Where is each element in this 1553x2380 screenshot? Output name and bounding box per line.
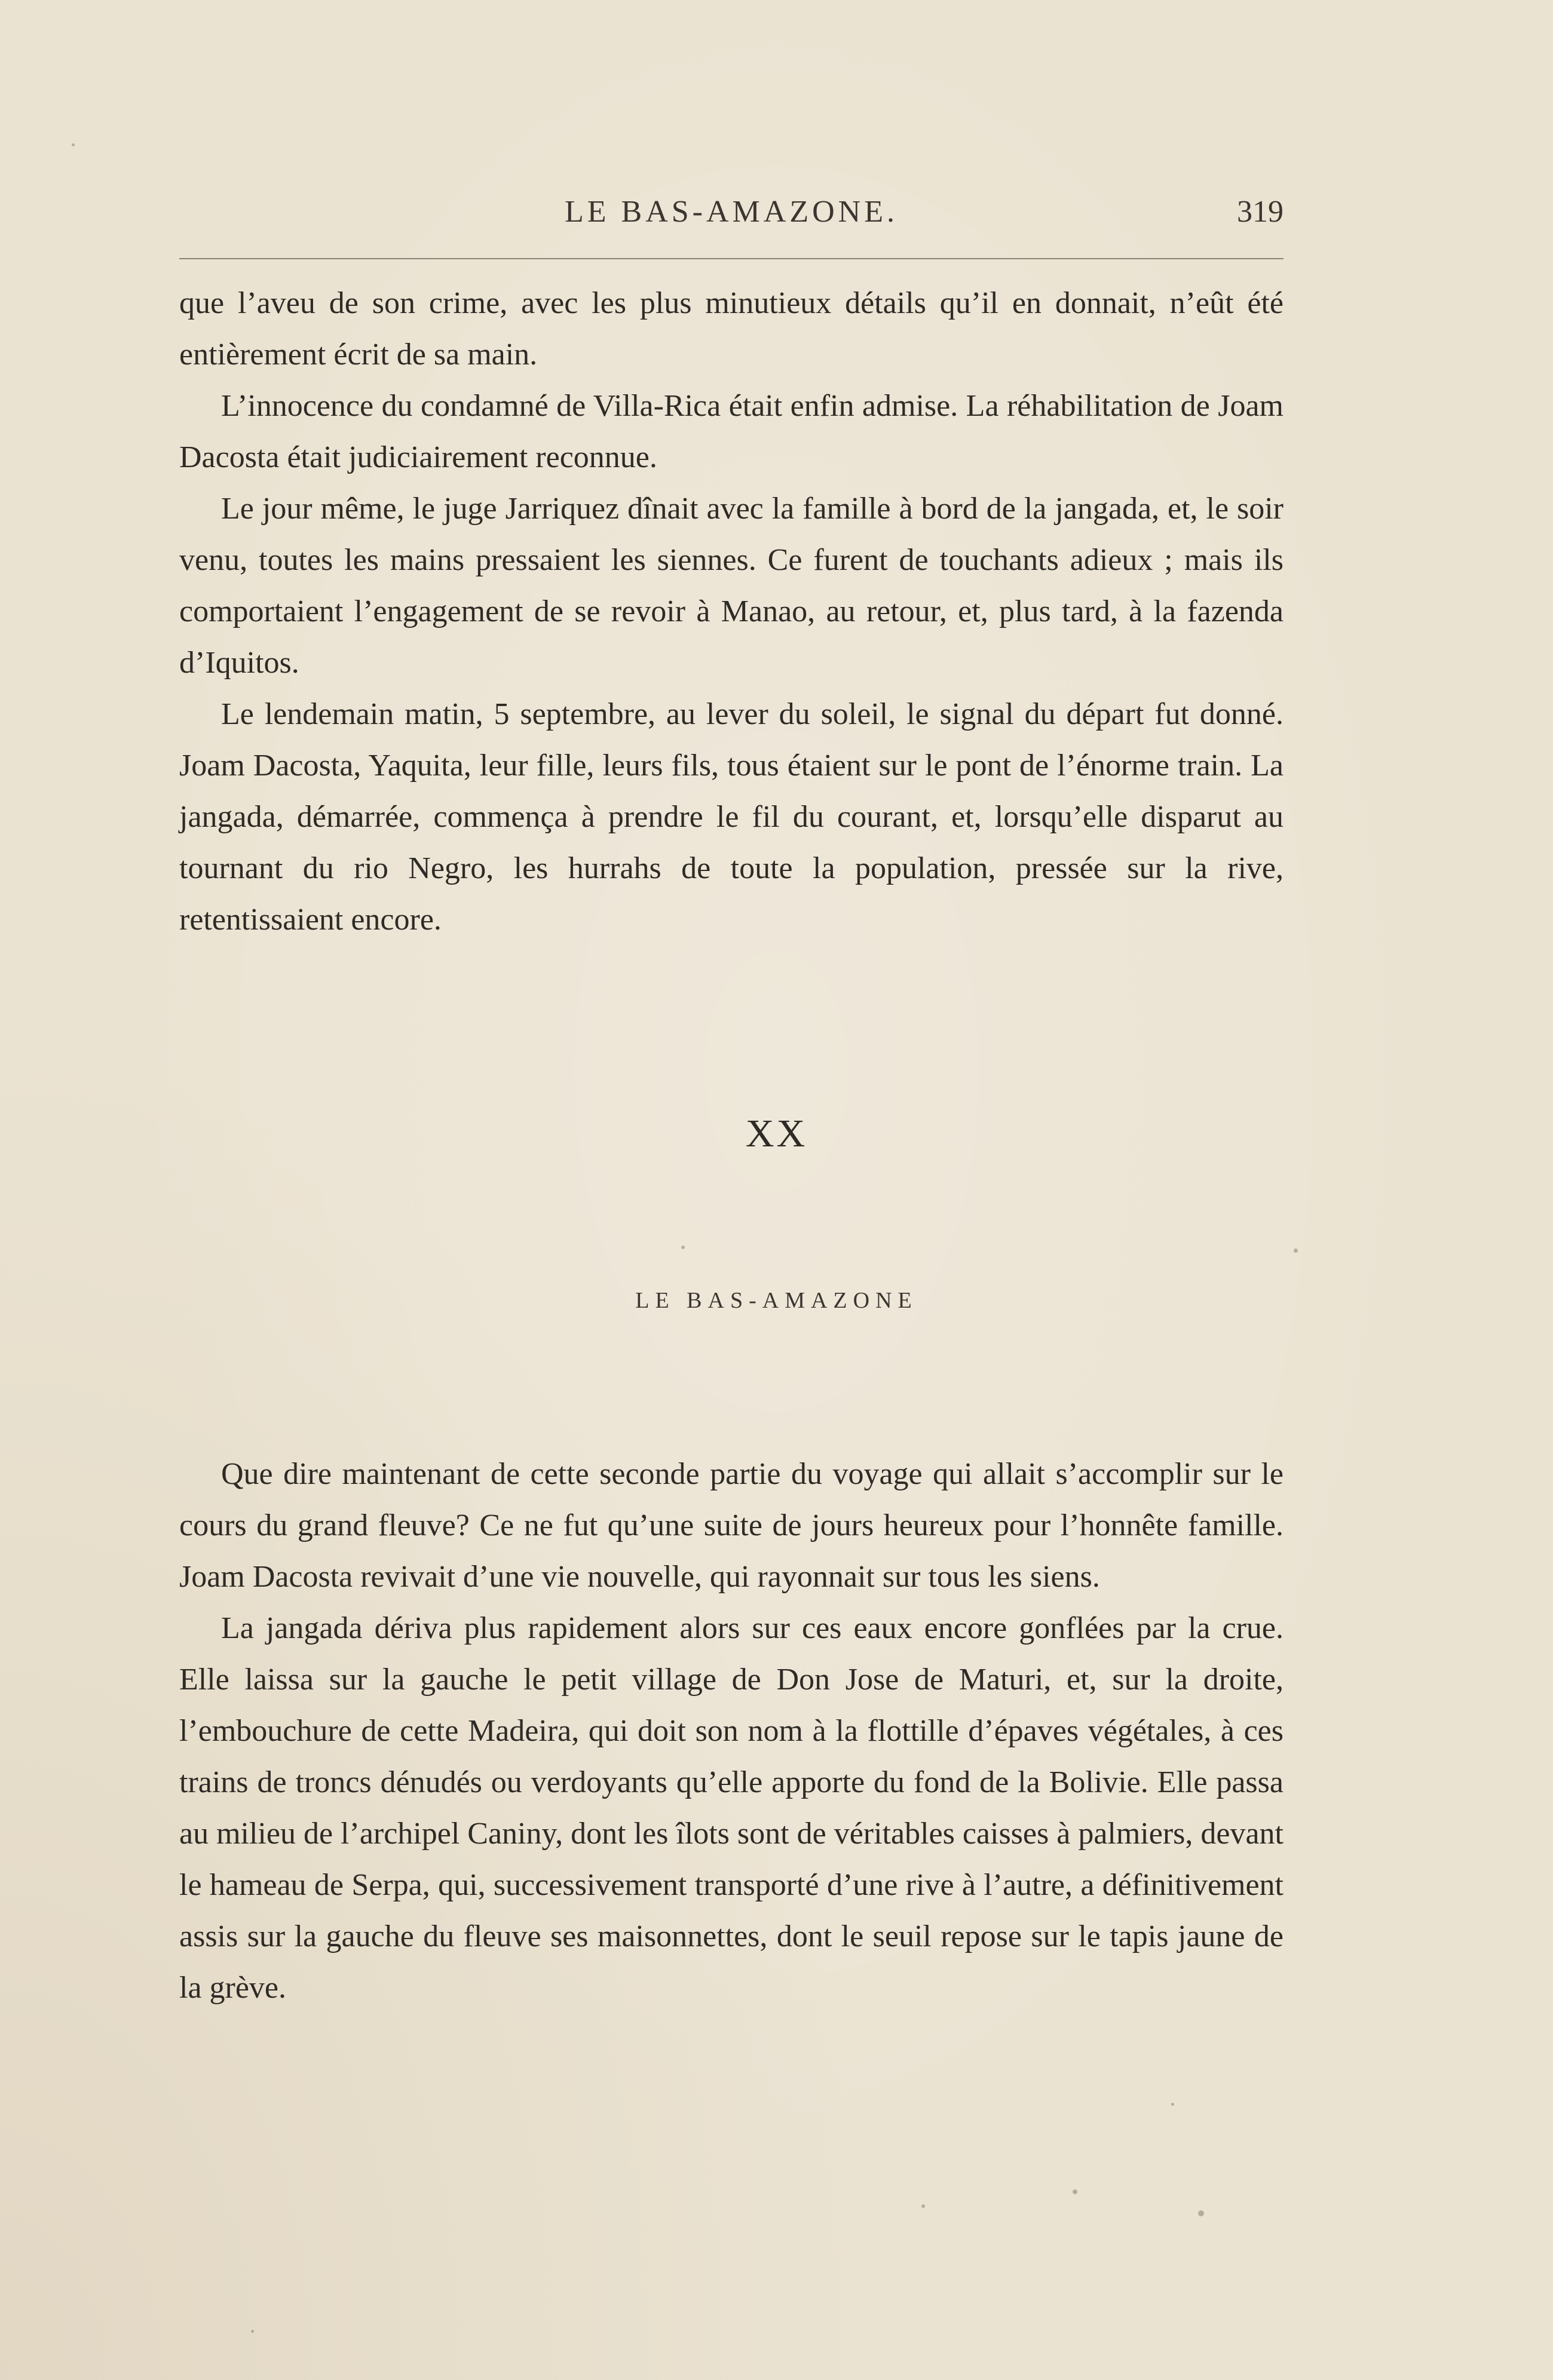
paragraph: La jangada dériva plus rapidement alors sur ces eaux encore gonflées par la crue. Elle laissa sur la gauche le petit village de Don Jose de Maturi, et, sur la droite, l’embouchure de cette Madeira, qui doit son nom à la flottille d’épaves végétales, à ces trains de troncs dénudés ou verdoyants qu’elle apporte du fond de la Bolivie. Elle passa au milieu de l’archipel Caniny, dont les îlots sont de véritables caisses à palmiers, devant le hameau de Serpa, qui, successivement transporté d’une rive à l’autre, a définitivement assis sur la gauche du fleuve ses maisonnettes, dont le seuil repose sur le tapis jaune de la grève.: [179, 1611, 1284, 2005]
paper-speck: [1198, 2210, 1204, 2216]
paper-speck: [681, 1246, 685, 1249]
page-header: [179, 194, 1284, 236]
paper-speck: [251, 2330, 254, 2333]
paragraph: L’innocence du condamné de Villa-Rica était enfin admise. La réhabilitation de Joam Dacosta était judiciairement reconnue.: [179, 389, 1284, 474]
chapter-end-text: [179, 278, 1284, 946]
paper-speck: [1171, 2103, 1174, 2106]
paper-speck: [1294, 1249, 1298, 1253]
paragraph: que l’aveu de son crime, avec les plus minutieux détails qu’il en donnait, n’eût été entièrement écrit de sa main.: [179, 286, 1284, 372]
paper-speck: [1073, 2189, 1077, 2194]
paragraph: Le lendemain matin, 5 septembre, au lever du soleil, le signal du départ fut donné. Joam Dacosta, Yaquita, leur fille, leurs fils, tous étaient sur le pont de l’énorme train. La jangada, démarrée, commença à prendre le fil du courant, et, lorsqu’elle disparut au tournant du rio Negro, les hurrahs de toute la population, pressée sur la rive, retentissaient encore.: [179, 697, 1284, 937]
header-rule: [179, 258, 1284, 259]
paragraph: Le jour même, le juge Jarriquez dînait avec la famille à bord de la jangada, et, le soir venu, toutes les mains pressaient les siennes. Ce furent de touchants adieux ; mais ils comportaient l’engagement de se revoir à Manao, au retour, et, plus tard, à la fazenda d’Iquitos.: [179, 492, 1284, 680]
chapter-number: XX: [745, 1112, 808, 1155]
paper-speck: [921, 2204, 925, 2208]
chapter-start-text: [179, 1449, 1284, 2014]
paragraph: Que dire maintenant de cette seconde partie du voyage qui allait s’accomplir sur le cours du grand fleuve? Ce ne fut qu’une suite de jours heureux pour l’honnête famille. Joam Dacosta revivait d’une vie nouvelle, qui rayonnait sur tous les siens.: [179, 1457, 1284, 1594]
running-title: LE BAS-AMAZONE.: [565, 195, 898, 229]
chapter-title: LE BAS-AMAZONE: [635, 1288, 918, 1313]
page-number: 319: [1237, 195, 1284, 229]
paper-speck: [72, 143, 75, 146]
